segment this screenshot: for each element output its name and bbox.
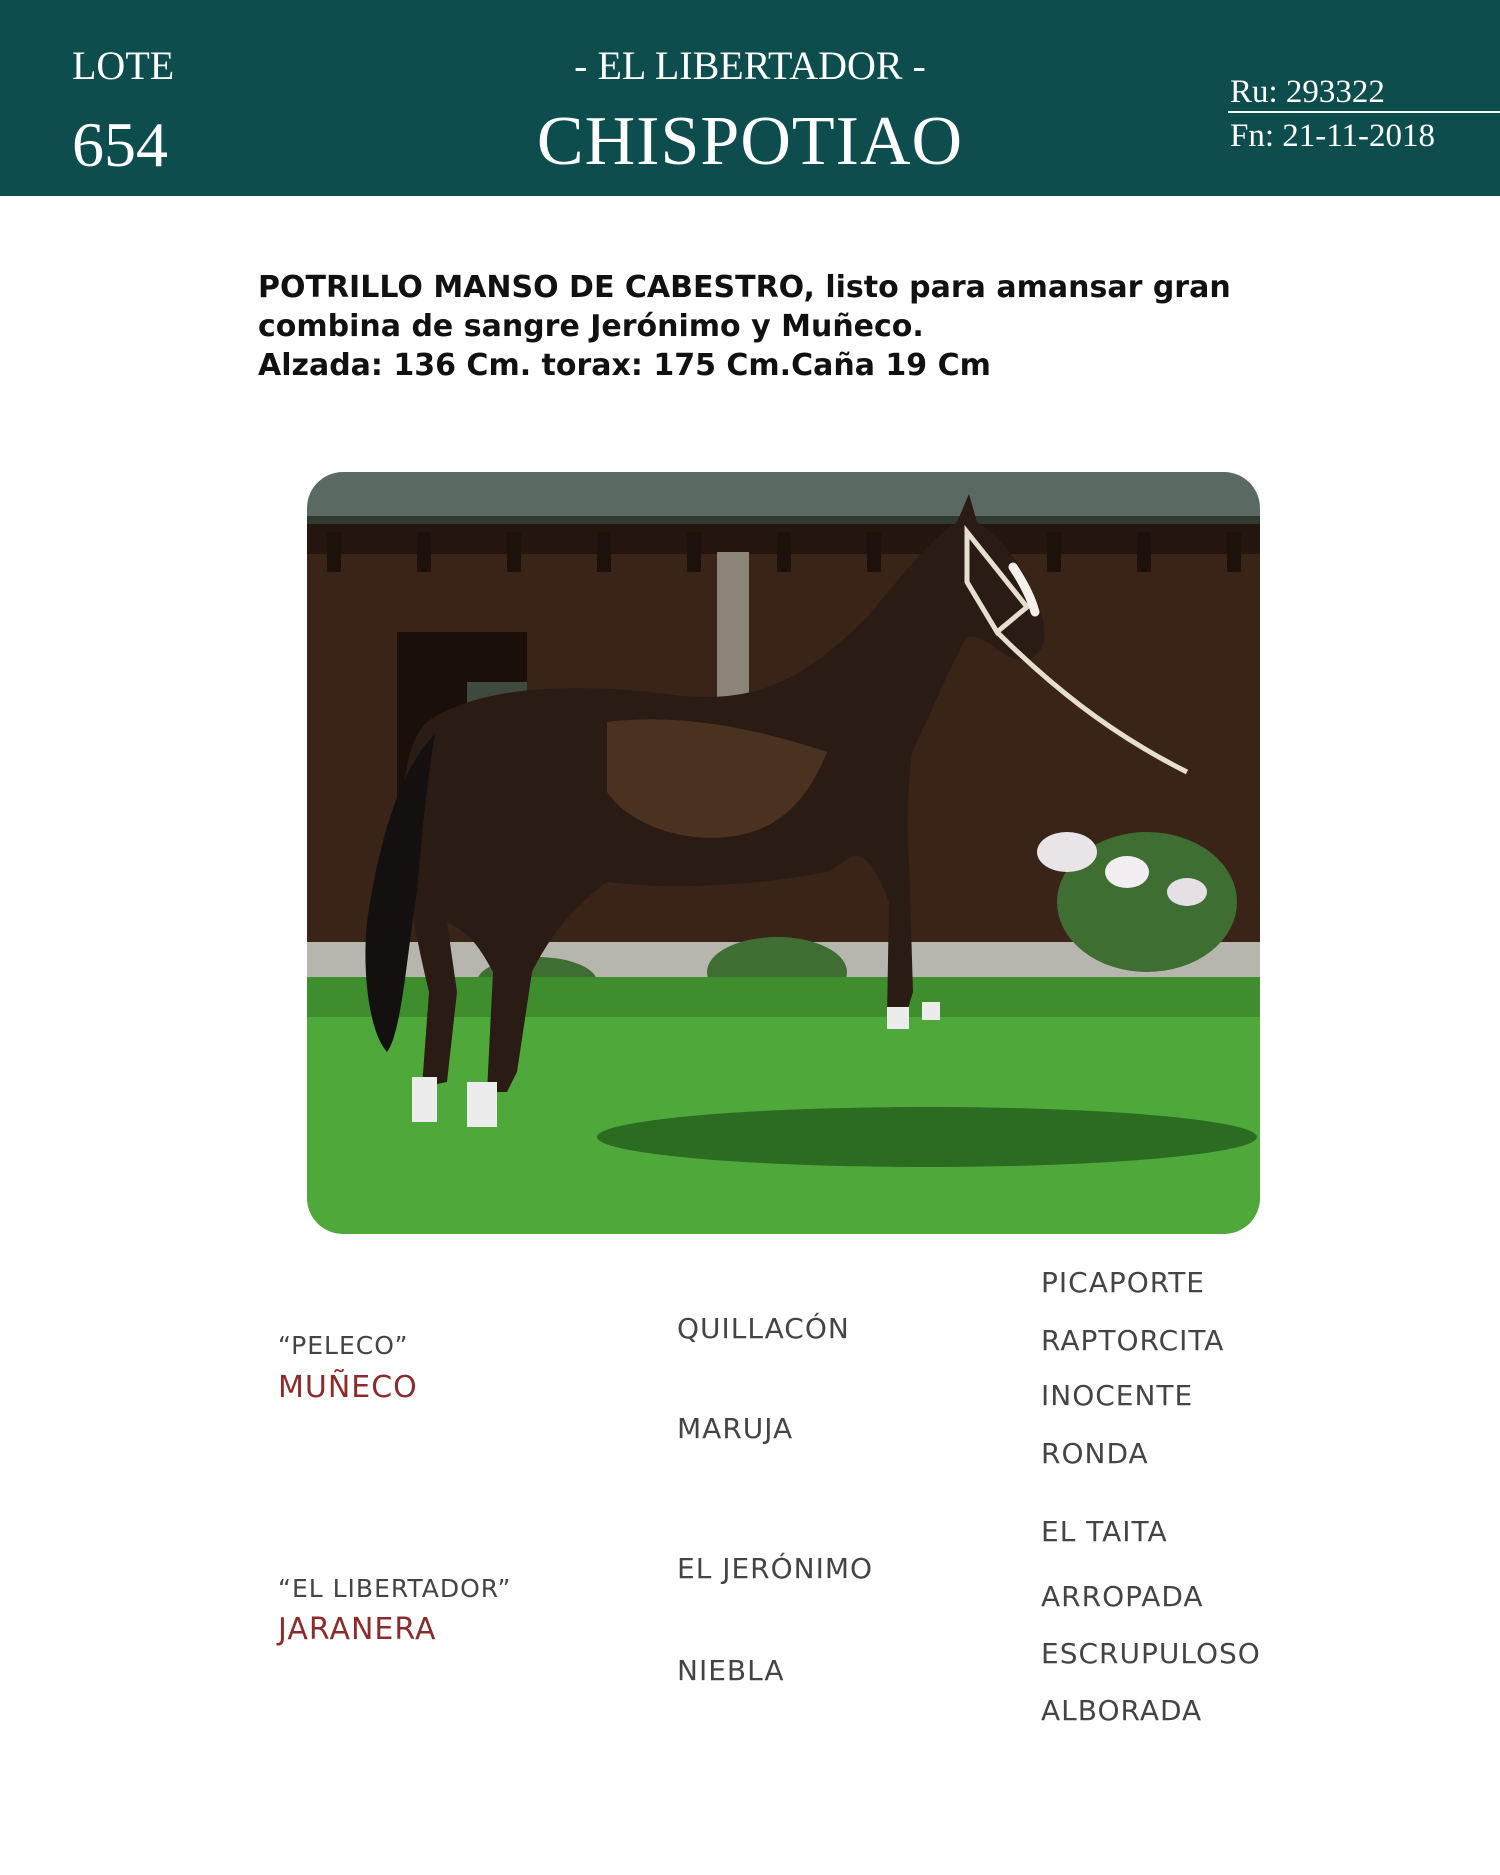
- dam-dam-sire-name: ESCRUPULOSO: [1041, 1637, 1261, 1670]
- breeder-name: - EL LIBERTADOR -: [574, 43, 926, 88]
- dam-name: JARANERA: [278, 1612, 437, 1647]
- dam-breeder: “EL LIBERTADOR”: [278, 1574, 512, 1603]
- sire-dam-name: MARUJA: [677, 1412, 794, 1445]
- sire-sire-sire-name: PICAPORTE: [1041, 1266, 1205, 1299]
- sire-breeder: “PELECO”: [278, 1331, 409, 1360]
- sire-name: MUÑECO: [278, 1370, 418, 1405]
- header-banner: [0, 0, 1500, 196]
- dam-sire-name: EL JERÓNIMO: [677, 1552, 874, 1585]
- sire-sire-dam-name: RAPTORCITA: [1041, 1324, 1225, 1357]
- registration-number: Ru: 293322: [1230, 74, 1385, 110]
- sire-sire-name: QUILLACÓN: [677, 1312, 850, 1345]
- description: [258, 268, 1258, 385]
- horse-name: CHISPOTIAO: [536, 103, 964, 180]
- dam-dam-dam-name: ALBORADA: [1041, 1694, 1203, 1727]
- lot-label: LOTE: [72, 43, 175, 88]
- dam-sire-dam-name: ARROPADA: [1041, 1580, 1204, 1613]
- description-line-2: combina de sangre Jerónimo y Muñeco.: [258, 309, 924, 344]
- registration-divider: [1228, 111, 1500, 113]
- sire-dam-dam-name: RONDA: [1041, 1437, 1149, 1470]
- horse-photo: [307, 472, 1260, 1234]
- registration-info: [1230, 70, 1435, 158]
- sire-dam-sire-name: INOCENTE: [1041, 1379, 1194, 1412]
- description-line-1: POTRILLO MANSO DE CABESTRO, listo para amansar gran: [258, 270, 1231, 305]
- dam-sire-sire-name: EL TAITA: [1041, 1515, 1168, 1548]
- lot-number: 654: [72, 109, 168, 180]
- birth-date: Fn: 21-11-2018: [1230, 118, 1436, 154]
- description-line-3: Alzada: 136 Cm. torax: 175 Cm.Caña 19 Cm: [258, 348, 991, 383]
- dam-dam-name: NIEBLA: [677, 1654, 785, 1687]
